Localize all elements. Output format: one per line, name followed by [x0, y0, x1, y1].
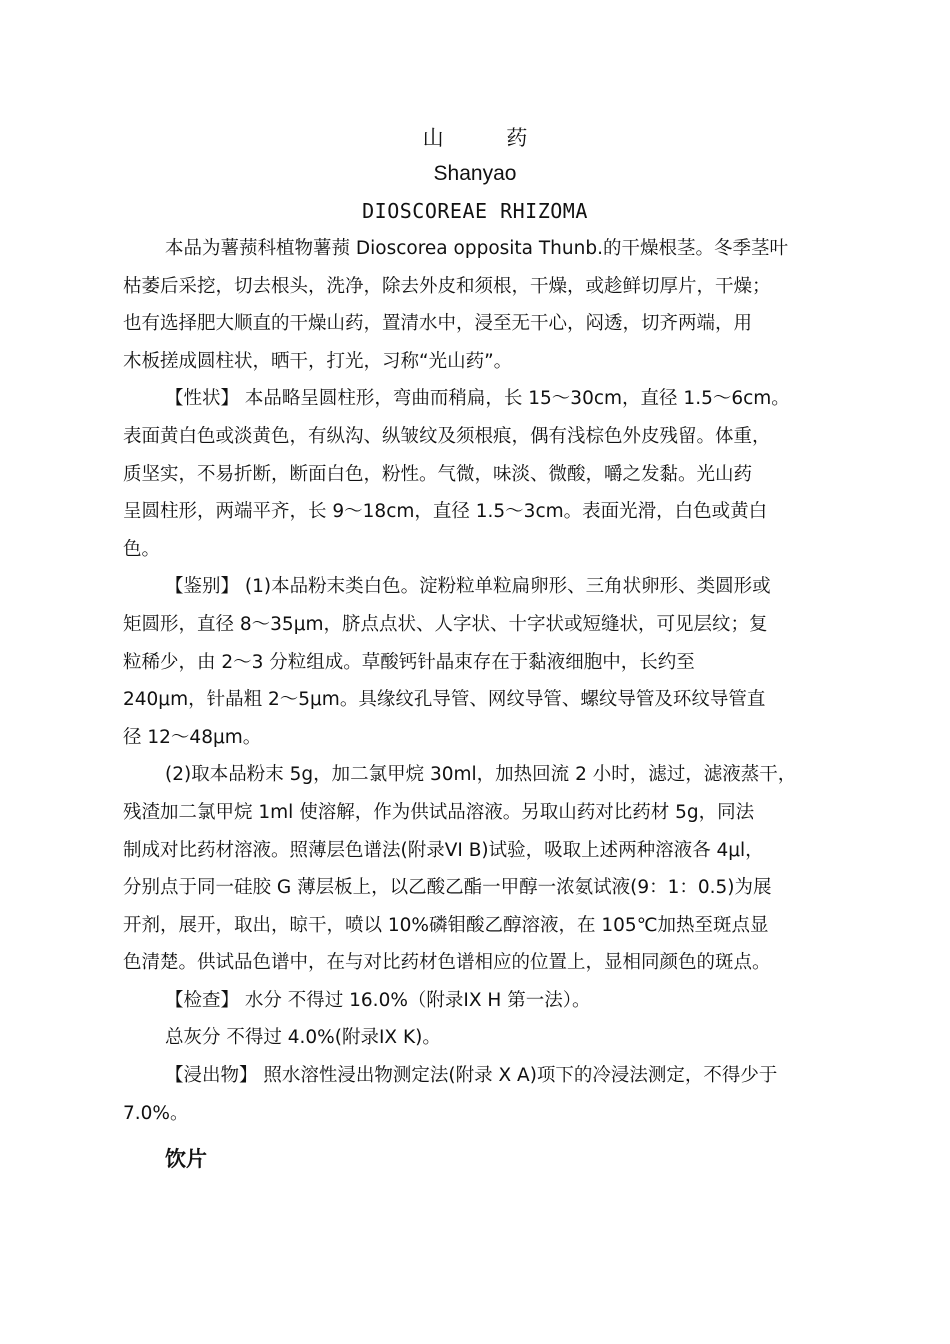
text-line: 总灰分 不得过 4.0%(附录IX K)。 — [165, 1027, 441, 1049]
text-line: 【检查】 水分 不得过 16.0%（附录IX H 第一法）。 — [165, 989, 591, 1011]
text-line: 残渣加二氯甲烷 1ml 使溶解，作为供试品溶液。另取山药对比药材 5g，同法 — [123, 801, 755, 823]
text-line: 【性状】 本品略呈圆柱形，弯曲而稍扁，长 15～30cm，直径 1.5～6cm。 — [165, 388, 790, 410]
paragraph-identification-1 — [123, 568, 808, 756]
text-line: 制成对比药材溶液。照薄层色谱法(附录VI B)试验，吸取上述两种溶液各 4μl， — [123, 839, 764, 861]
title-latin: DIOSCOREAE RHIZOMA — [362, 199, 588, 223]
paragraph-examination — [144, 982, 808, 1020]
text-line: 枯萎后采挖，切去根头，洗净，除去外皮和须根，干燥，或趁鲜切厚片，干燥； — [123, 275, 771, 297]
text-line: 7.0%。 — [123, 1102, 189, 1124]
text-line: 呈圆柱形，两端平齐，长 9～18cm，直径 1.5～3cm。表面光滑，白色或黄白 — [123, 501, 768, 523]
text-line: 240μm，针晶粗 2～5μm。具缘纹孔导管、网纹导管、螺纹导管及环纹导管直 — [123, 689, 766, 711]
paragraph-origin — [123, 230, 808, 380]
text-line: 径 12～48μm。 — [123, 726, 262, 748]
monograph-body — [123, 230, 808, 1132]
text-line: 开剂，展开，取出，晾干，喷以 10%磷钼酸乙醇溶液，在 105℃加热至斑点显 — [123, 914, 769, 936]
paragraph-identification-2 — [123, 756, 808, 982]
text-line: 分别点于同一硅胶 G 薄层板上，以乙酸乙酯一甲醇一浓氨试液(9：1：0.5)为展 — [123, 877, 772, 899]
text-line: 【浸出物】 照水溶性浸出物测定法(附录 X A)项下的冷浸法测定，不得少于 — [165, 1065, 778, 1087]
text-line: 粒稀少，由 2～3 分粒组成。草酸钙针晶束存在于黏液细胞中，长约至 — [123, 651, 695, 673]
text-line: 也有选择肥大顺直的干燥山药，置清水中，浸至无干心，闷透，切齐两端，用 — [123, 313, 753, 335]
title-pinyin: Shanyao — [433, 162, 517, 185]
text-line: (2)取本品粉末 5g，加二氯甲烷 30ml，加热回流 2 小时，滤过，滤液蒸干， — [165, 764, 797, 786]
text-line: 木板搓成圆柱状，晒干，打光，习称“光山药”。 — [123, 350, 513, 372]
text-line: 表面黄白色或淡黄色，有纵沟、纵皱纹及须根痕，偶有浅棕色外皮残留。体重， — [123, 425, 771, 447]
text-line: 色清楚。供试品色谱中，在与对比药材色谱相应的位置上，显相同颜色的斑点。 — [123, 952, 771, 974]
text-line: 质坚实，不易折断，断面白色，粉性。气微，味淡、微酸，嚼之发黏。光山药 — [123, 463, 753, 485]
section-heading-prepared-slices: 饮片 — [165, 1147, 207, 1171]
paragraph-description — [123, 380, 808, 568]
text-line: 矩圆形，直径 8～35μm，脐点点状、人字状、十字状或短缝状，可见层纹；复 — [123, 613, 768, 635]
title-chinese: 山 药 — [422, 126, 556, 150]
text-line: 本品为薯蓣科植物薯蓣 Dioscorea opposita Thunb.的干燥根茎。冬季茎叶 — [165, 238, 788, 259]
paragraph-total-ash — [144, 1019, 808, 1057]
text-line: 【鉴别】 (1)本品粉末类白色。淀粉粒单粒扁卵形、三角状卵形、类圆形或 — [165, 576, 771, 598]
paragraph-extractives — [123, 1057, 808, 1132]
text-line: 色。 — [123, 538, 161, 560]
